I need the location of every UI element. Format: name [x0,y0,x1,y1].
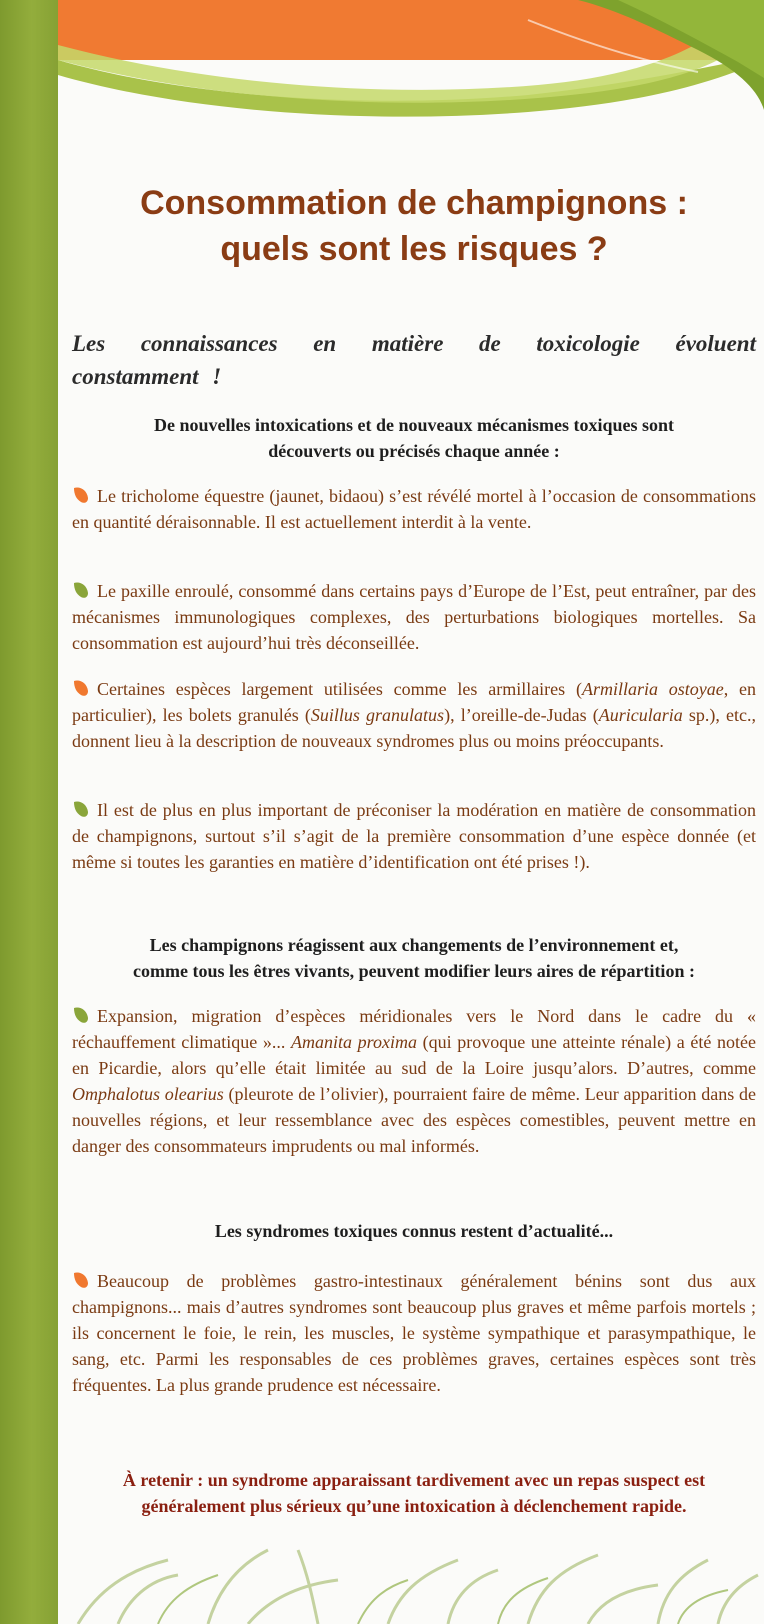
side-bar-decoration [0,0,58,1624]
paragraph-paxille: Le paxille enroulé, consommé dans certains pays d’Europe de l’Est, peut entraîner, par des mécanismes immunologiques complexes, des perturbations biologiques mortelles. Sa consommation est aujourd’hui très déconseillée. [72,581,756,653]
page-title [72,180,756,272]
green-leaf-icon [72,1006,89,1024]
title-line-1: Consommation de champignons : [140,184,688,222]
grass-decoration [58,1530,764,1624]
retenir-line-2: généralement plus sérieux qu’une intoxication à déclenchement rapide. [141,1496,687,1516]
section-2-heading-line-1: Les champignons réagissent aux changements de l’environnement et, [149,935,679,955]
paragraph-moderation: Il est de plus en plus important de préconiser la modération en matière de consommation de champignons, surtout s’il s’agit de la première consommation d’une espèce donnée (et même si toutes les garanties en matière d’identification ont été prises !). [72,800,756,872]
orange-leaf-icon [72,679,89,697]
orange-leaf-icon [72,1271,89,1289]
section-1-heading [72,412,756,464]
lead-statement: Les connaissances en matière de toxicologie évoluent constamment ! [72,331,756,389]
paragraph-tricholome: Le tricholome équestre (jaunet, bidaou) s’est révélé mortel à l’occasion de consommations en quantité déraisonnable. Il est actuellement interdit à la vente. [72,486,756,532]
green-leaf-icon [72,800,89,818]
section-1-heading-line-1: De nouvelles intoxications et de nouveaux mécanismes toxiques sont [153,415,674,435]
retenir-line-1: À retenir : un syndrome apparaissant tardivement avec un repas suspect est [122,1470,706,1490]
section-3-heading: Les syndromes toxiques connus restent d’actualité... [214,1221,614,1241]
section-2-heading-line-2: comme tous les êtres vivants, peuvent modifier leurs aires de répartition : [133,961,695,981]
paragraph-expansion: Expansion, migration d’espèces méridionales vers le Nord dans le cadre du « réchauffement climatique »... Amanita proxima (qui provoque une atteinte rénale) a été notée en Picardie, alors qu’elle était limitée au sud de la Loire jusqu’alors. D’autres, comme Omphalotus olearius (pleurote de l’olivier), pourraient faire de même. Leur apparition dans de nouvelles régions, et leur ressemblance avec des espèces comestibles, peuvent mettre en danger des consommateurs imprudents ou mal informés. [72,1006,756,1156]
title-line-2: quels sont les risques ? [220,230,608,268]
paragraph-syndromes: Beaucoup de problèmes gastro-intestinaux généralement bénins sont dus aux champignons... mais d’autres syndromes sont beaucoup plus graves et même parfois mortels ; ils concernent le foie, le rein, les muscles, le système sympathique et parasympathique, le sang, etc. Parmi les responsables de ces problèmes graves, certaines espèces sont très fréquentes. La plus grande prudence est nécessaire. [72,1271,756,1395]
paragraph-especes: Certaines espèces largement utilisées comme les armillaires (Armillaria ostoyae, en particulier), les bolets granulés (Suillus granulatus), l’oreille-de-Judas (Auricularia sp.), etc., donnent lieu à la description de nouveaux syndromes plus ou moins préoccupants. [72,679,756,751]
top-banner-decoration [58,0,764,130]
section-1-heading-line-2: découverts ou précisés chaque année : [268,441,560,461]
orange-leaf-icon [72,486,89,504]
section-2-heading [72,932,756,984]
retenir-note [72,1467,756,1519]
green-leaf-icon [72,581,89,599]
